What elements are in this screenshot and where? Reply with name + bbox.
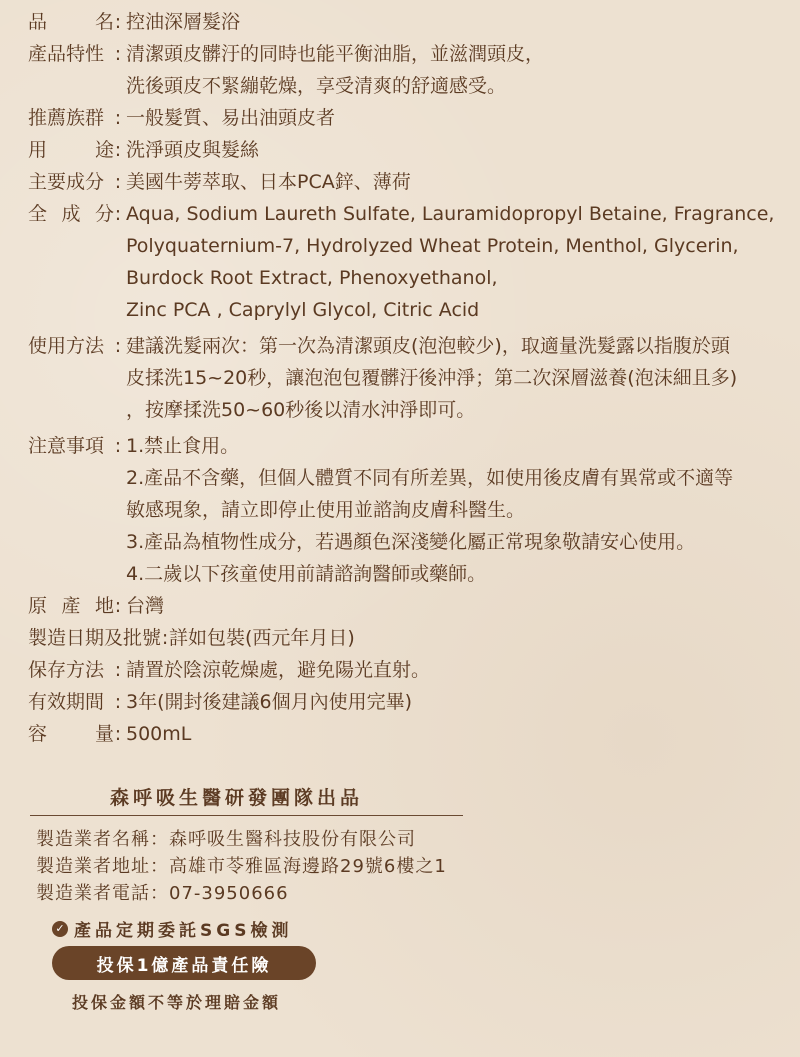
team-title: 森呼吸生醫研發團隊出品 [110,787,364,809]
insurance-note: 投保金額不等於理賠金額 [72,993,282,1012]
field-value: 洗淨頭皮與髮絲 [126,139,260,161]
field-value: 3.產品為植物性成分，若遇顏色深淺變化屬正常現象敬請安心使用。 [126,531,696,553]
field-value: 洗後頭皮不緊繃乾燥，享受清爽的舒適感受。 [126,75,507,97]
sgs-text: 產品定期委託SGS檢測 [74,921,293,941]
maker-value: 森呼吸生醫科技股份有限公司 [169,829,416,850]
maker-row: 製造業者電話：07-3950666 [36,883,289,904]
field-value: 控油深層髮浴 [126,11,241,33]
field-usage: 用 途 : 洗淨頭皮與髮絲 [28,134,788,166]
field-target: 推薦族群 : 一般髮質、易出油頭皮者 [28,102,788,134]
field-value: ，按摩揉洗50~60秒後以清水沖淨即可。 [126,399,476,421]
field-value: 詳如包裝(西元年月日) [169,627,355,649]
field-label: 推薦族群 [28,107,105,129]
field-label: 注意事項 [28,435,105,457]
field-label: 製造日期及批號 [28,627,162,649]
maker-label: 製造業者電話 [36,883,150,904]
field-value: 美國牛蒡萃取、日本PCA鋅、薄荷 [126,171,411,193]
field-main-ingredients: 主要成分 : 美國牛蒡萃取、日本PCA鋅、薄荷 [28,166,788,198]
field-label: 容 量 [28,723,114,745]
field-label: 品 名 [28,11,114,33]
manufacturer-info [36,826,447,907]
field-label: 用 途 [28,139,114,161]
field-precautions: 注意事項 : 1.禁止食用。 2.產品不含藥，但個人體質不同有所差異，如使用後皮膚有異常或不適等 敏感現象，請立即停止使用並諮詢皮膚科醫生。 3.產品為植物性成分，若遇顏色深淺變化屬正常現象敬請安心使用。 4.二歲以下孩童使用前請諮詢醫師或藥師。 [28,430,788,590]
field-label: 主要成分 [28,171,105,193]
product-info [28,6,788,750]
field-value: Polyquaternium-7, Hydrolyzed Wheat Protein, Menthol, Glycerin, [126,235,739,257]
maker-label: 製造業者地址 [36,856,150,877]
field-value: 3年(開封後建議6個月內使用完畢) [126,691,413,713]
field-directions: 使用方法 : 建議洗髮兩次：第一次為清潔頭皮(泡泡較少)，取適量洗髮露以指腹於頭 皮揉洗15~20秒，讓泡泡包覆髒汙後沖淨；第二次深層滋養(泡沫細且多) ，按摩揉洗50~60秒後以清水沖淨即可。 [28,330,788,426]
field-all-ingredients: 全 成 分 : Aqua, Sodium Laureth Sulfate, Lauramidopropyl Betaine, Fragrance, Polyquaternium-7, Hydrolyzed Wheat Protein, Menthol, Glycerin, Burdock Root Extract, Phenoxyethanol, Zinc PCA , Caprylyl Glycol, Citric Acid [28,198,788,326]
field-label: 保存方法 [28,659,105,681]
field-label: 全 成 分 [28,203,114,225]
check-circle-icon: ✓ [52,921,68,937]
field-origin: 原 產 地 : 台灣 [28,590,788,622]
field-manufacture-date: 製造日期及批號 : 詳如包裝(西元年月日) [28,622,788,654]
field-label: 原 產 地 [28,595,114,617]
maker-value: 高雄市苓雅區海邊路29號6樓之1 [169,856,447,877]
field-value: 建議洗髮兩次：第一次為清潔頭皮(泡泡較少)，取適量洗髮露以指腹於頭 [126,335,730,357]
maker-row: 製造業者地址：高雄市苓雅區海邊路29號6樓之1 [36,856,447,877]
field-value: Burdock Root Extract, Phenoxyethanol, [126,267,498,289]
insurance-badge [52,946,316,980]
maker-label: 製造業者名稱 [36,829,150,850]
field-value: Zinc PCA , Caprylyl Glycol, Citric Acid [126,299,480,321]
field-shelf-life: 有效期間 : 3年(開封後建議6個月內使用完畢) [28,686,788,718]
field-value: 皮揉洗15~20秒，讓泡泡包覆髒汙後沖淨；第二次深層滋養(泡沫細且多) [126,367,738,389]
field-value: 請置於陰涼乾燥處，避免陽光直射。 [126,659,431,681]
field-value: 台灣 [126,595,165,617]
field-product-name: 品 名 : 控油深層髮浴 [28,6,788,38]
field-value: Aqua, Sodium Laureth Sulfate, Lauramidopropyl Betaine, Fragrance, [126,203,775,225]
field-label: 有效期間 [28,691,105,713]
field-volume: 容 量 : 500mL [28,718,788,750]
field-value: 500mL [126,723,192,745]
field-label: 產品特性 [28,43,105,65]
maker-row: 製造業者名稱：森呼吸生醫科技股份有限公司 [36,829,416,850]
insurance-label: 投保1億產品責任險 [96,955,272,976]
field-value: 2.產品不含藥，但個人體質不同有所差異，如使用後皮膚有異常或不適等 [126,467,734,489]
divider [30,815,463,816]
field-value: 一般髮質、易出油頭皮者 [126,107,336,129]
field-value: 敏感現象，請立即停止使用並諮詢皮膚科醫生。 [126,499,526,521]
field-storage: 保存方法 : 請置於陰涼乾燥處，避免陽光直射。 [28,654,788,686]
field-value: 1.禁止食用。 [126,435,240,457]
maker-value: 07-3950666 [169,883,289,904]
field-value: 清潔頭皮髒汙的同時也能平衡油脂，並滋潤頭皮， [126,43,545,65]
field-features: 產品特性 : 清潔頭皮髒汙的同時也能平衡油脂，並滋潤頭皮， 洗後頭皮不緊繃乾燥，享受清爽的舒適感受。 [28,38,788,102]
sgs-certification [52,916,292,941]
field-value: 4.二歲以下孩童使用前請諮詢醫師或藥師。 [126,563,487,585]
field-label: 使用方法 [28,335,105,357]
